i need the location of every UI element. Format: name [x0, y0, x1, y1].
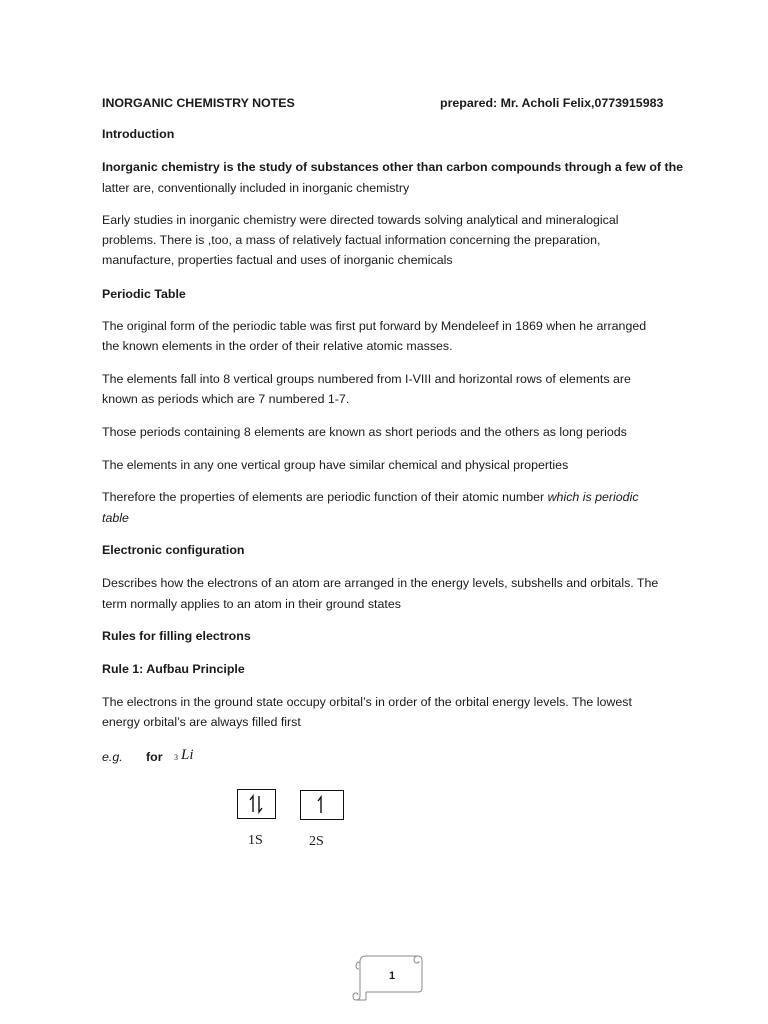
- periodic-paragraph-5-line-1: [102, 487, 639, 507]
- orbital-label-1s: 1S: [248, 833, 263, 848]
- example-element-symbol: Li: [181, 747, 194, 763]
- electronic-paragraph-line-1: Describes how the electrons of an atom are arranged in the energy levels, subshells and orbitals. The: [102, 576, 659, 590]
- example-for: for: [146, 750, 163, 764]
- heading-periodic-table: Periodic Table: [102, 287, 186, 301]
- electron-pair-icon: [238, 790, 274, 817]
- periodic-paragraph-4: The elements in any one vertical group have similar chemical and physical properties: [102, 458, 569, 472]
- periodic-paragraph-5-italic: which is periodic: [547, 490, 639, 504]
- orbital-label-2s: 2S: [309, 834, 324, 849]
- intro-paragraph-2-line-3: manufacture, properties factual and uses of inorganic chemicals: [102, 253, 453, 267]
- periodic-paragraph-1-line-1: The original form of the periodic table was first put forward by Mendeleef in 1869 when he arranged: [102, 319, 647, 333]
- periodic-paragraph-5-text: Therefore the properties of elements are periodic function of their atomic number: [102, 490, 548, 504]
- orbital-box-1s: [237, 789, 276, 819]
- intro-paragraph-1-line-1: Inorganic chemistry is the study of substances other than carbon compounds through a few of the: [102, 160, 684, 174]
- author-line: prepared: Mr. Acholi Felix,0773915983: [440, 96, 664, 110]
- periodic-paragraph-3: Those periods containing 8 elements are known as short periods and the others as long periods: [102, 425, 627, 439]
- document-title: INORGANIC CHEMISTRY NOTES: [102, 96, 295, 110]
- periodic-paragraph-5-line-2: table: [102, 511, 129, 525]
- example-atomic-number: 3: [174, 753, 178, 762]
- periodic-paragraph-2-line-1: The elements fall into 8 vertical groups numbered from I-VIII and horizontal rows of elements are: [102, 372, 631, 386]
- heading-rule-1-aufbau: Rule 1: Aufbau Principle: [102, 662, 245, 676]
- intro-paragraph-2-line-1: Early studies in inorganic chemistry were directed towards solving analytical and mineralogical: [102, 213, 619, 227]
- single-electron-icon: [301, 791, 342, 818]
- rule-1-paragraph-line-2: energy orbital’s are always filled first: [102, 715, 301, 729]
- intro-paragraph-2-line-2: problems. There is ,too, a mass of relatively factual information concerning the preparation,: [102, 233, 601, 247]
- page-number: 1: [388, 970, 396, 982]
- orbital-box-2s: [300, 790, 344, 820]
- intro-paragraph-1-line-2: latter are, conventionally included in inorganic chemistry: [102, 181, 410, 195]
- periodic-paragraph-2-line-2: known as periods which are 7 numbered 1-7.: [102, 392, 350, 406]
- periodic-paragraph-1-line-2: the known elements in the order of their relative atomic masses.: [102, 339, 453, 353]
- example-eg: e.g.: [102, 750, 123, 764]
- heading-rules-filling: Rules for filling electrons: [102, 629, 251, 643]
- heading-introduction: Introduction: [102, 127, 175, 141]
- electronic-paragraph-line-2: term normally applies to an atom in their ground states: [102, 597, 401, 611]
- rule-1-paragraph-line-1: The electrons in the ground state occupy orbital’s in order of the orbital energy levels. The lowest: [102, 695, 632, 709]
- heading-electronic-configuration: Electronic configuration: [102, 543, 245, 557]
